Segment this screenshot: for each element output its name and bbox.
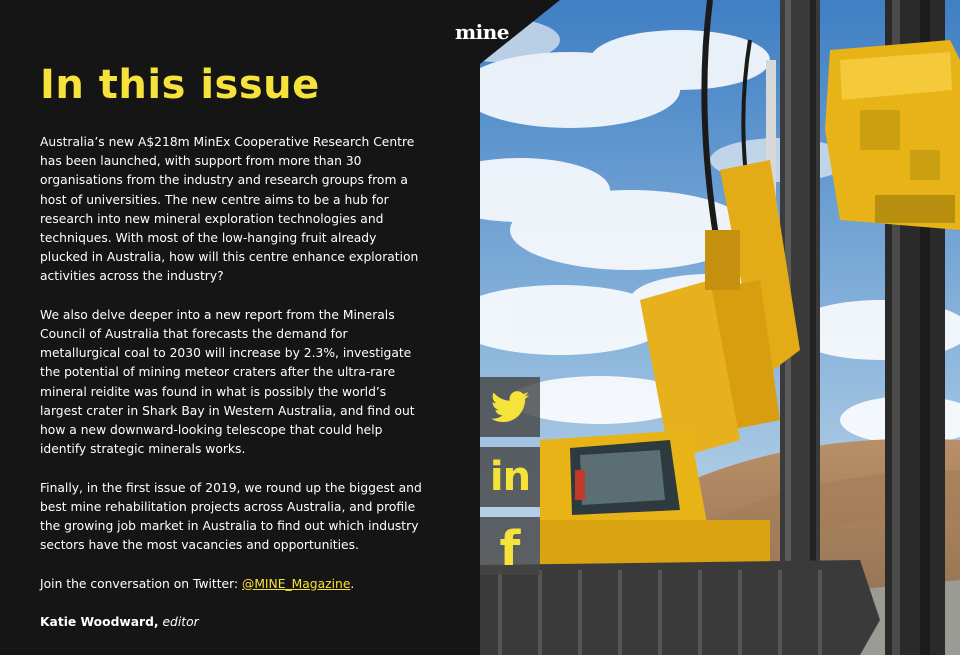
article-body xyxy=(40,133,422,651)
join-text: Join the conversation on Twitter: xyxy=(40,576,243,591)
drilling-rig-photo xyxy=(480,0,960,655)
facebook-icon: f xyxy=(499,521,521,577)
join-conversation xyxy=(40,575,422,594)
page-title: In this issue xyxy=(40,62,320,108)
signature-name: Katie Woodward, xyxy=(40,615,159,630)
paragraph-1: Australia’s new A$218m MinEx Cooperative Research Centre has been launched, with support from more than 30 organisations from the industry and research groups from a host of universities. The new centre aims to be a hub for research into new mineral exploration technologies and techniques. With most of the low-hanging fruit already plucked in Australia, how will this centre enhance exploration activities across the industry? xyxy=(40,135,419,284)
signature-role: editor xyxy=(162,615,199,630)
twitter-share-button[interactable] xyxy=(480,377,540,437)
signature xyxy=(40,613,422,632)
facebook-share-button[interactable] xyxy=(480,517,540,575)
twitter-icon xyxy=(491,391,529,423)
mine-logo: mine xyxy=(455,20,510,44)
linkedin-share-button[interactable] xyxy=(480,447,540,507)
join-end: . xyxy=(350,576,355,591)
twitter-handle-link[interactable]: @MINE_Magazine xyxy=(242,576,351,591)
linkedin-icon: in xyxy=(489,454,531,500)
paragraph-2: We also delve deeper into a new report from the Minerals Council of Australia that forecasts the demand for metallurgical coal to 2030 will increase by 2.3%, investigate the potential of mining meteor craters after the ultra-rare mineral reidite was found in what is possibly the world’s largest crater in Shark Bay in Western Australia, and find out how a new downward-looking telescope that could help identify strategic minerals works. xyxy=(40,307,415,457)
paragraph-3: Finally, in the first issue of 2019, we round up the biggest and best mine rehabilitation projects across Australia, and profile the growing job market in Australia to find out which industry sectors have the most vacancies and opportunities. xyxy=(40,480,422,553)
photo-illustration xyxy=(480,0,960,655)
